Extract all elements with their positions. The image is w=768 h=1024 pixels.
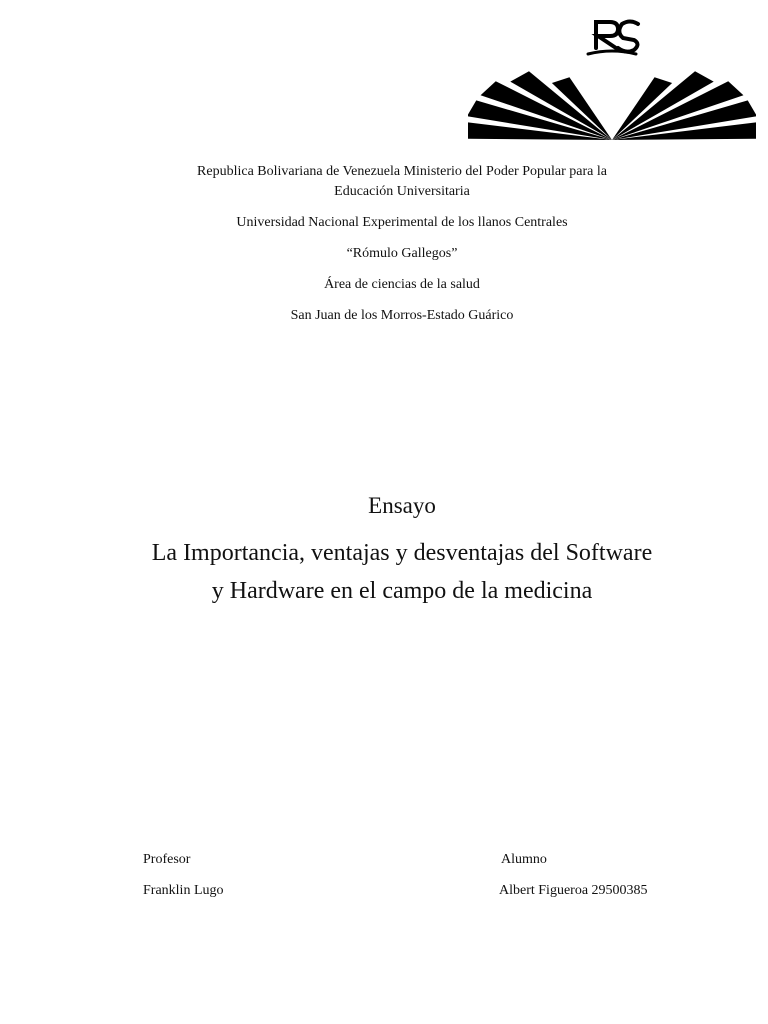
student-label: Alumno — [501, 852, 547, 867]
professor-label: Profesor — [143, 852, 191, 867]
header-ministry: Republica Bolivariana de Venezuela Ministerio del Poder Popular para la Educación Universitaria — [197, 164, 607, 199]
student-name: Albert Figueroa 29500385 — [499, 883, 648, 898]
professor-name: Franklin Lugo — [143, 883, 224, 898]
header-university-name: “Rómulo Gallegos” — [346, 246, 458, 261]
header-area: Área de ciencias de la salud — [324, 277, 480, 292]
essay-title: La Importancia, ventajas y desventajas del Software y Hardware en el campo de la medicina — [151, 540, 653, 604]
rg-letters-icon — [588, 22, 638, 55]
header-university: Universidad Nacional Experimental de los llanos Centrales — [236, 215, 568, 230]
essay-label: Ensayo — [368, 493, 436, 518]
university-logo — [468, 14, 756, 142]
institution-header — [0, 162, 768, 337]
header-location: San Juan de los Morros-Estado Guárico — [290, 308, 514, 323]
